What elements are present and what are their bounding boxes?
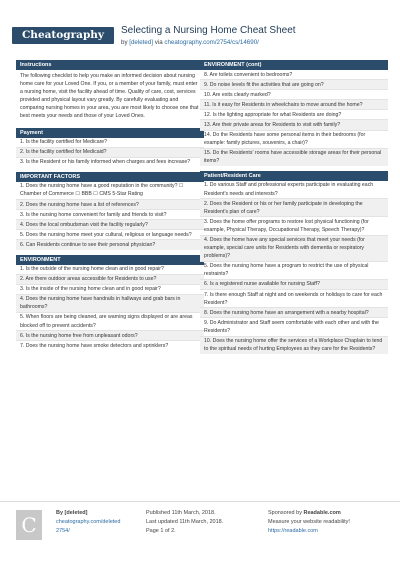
list-item: 2. Does the Resident or his or her family participate in developing the Resident's plan of care? [200,199,388,217]
footer-profile-link[interactable]: cheatography.com/deleted [56,519,121,526]
section-heading: Patient/Resident Care [200,171,388,181]
left-column [16,60,204,355]
section-heading: IMPORTANT FACTORS [16,172,204,182]
list-item: 1. Does the nursing home have a good reputation in the community? ☐ Chamber of Commerce ☐ BBB ☐ CMS 5-Star Rating [16,182,204,200]
list-item: 3. Is the Resident or his family informed when charges and fees increase? [20,159,191,166]
patient-care-section [200,171,388,354]
list-item: 8. Are toilets convenient to bedrooms? [200,70,388,80]
section-heading: Payment [16,128,204,138]
right-column [200,60,388,359]
list-item: 5. When floors are being cleaned, are warning signs displayed or are areas blocked off to prevent accidents? [16,313,204,331]
author-link[interactable]: [deleted] [129,39,154,46]
avatar [16,510,42,540]
environment-cont-section [200,60,388,166]
section-heading: ENVIRONMENT (cont) [200,60,388,70]
footer-by-label: By [deleted] [56,510,88,516]
list-item: 14. Do the Residents have some personal items in their bedrooms (for example: family pictures, souvenirs, a chair)? [200,131,388,149]
instructions-text: The following checklist to help you make an informed decision about nursing home care for your Loved One. If you, or a member of your family, must enter a nursing home, visit the facility ahead of time. Quality of care, cost, services provided and physical layout vary greatly. By carefully evaluating and comparing nursing homes in your area, you are most likely to choose one that best meets your needs and those of your Loved Ones. [20,73,199,120]
list-item: 9. Do Administrator and Staff seem comfortable with each other and with the Residents? [200,318,388,336]
footer-dates [146,509,223,537]
footer-author [56,509,120,537]
list-item: 15. Do the Residents' rooms have accessible storage areas for their personal items? [200,149,388,166]
cheatography-logo[interactable]: Cheatography [12,27,114,44]
environment-section [16,255,204,351]
footer-profile-link-cont[interactable]: 2754/ [56,528,70,535]
sheet-url-link[interactable]: cheatography.com/2754/cs/14690/ [164,39,259,46]
published-date: Published 11th March, 2018. [146,510,216,516]
list-item: 10. Does the nursing home offer the services of a Workplace Chaplain to tend to the spiritual needs of hurting Employees as they care for the Residents? [200,337,388,354]
list-item: 9. Do noise levels fit the activities that are going on? [200,80,388,90]
list-item: 4. Does the nursing home have handrails in hallways and grab bars in bathrooms? [16,295,204,313]
updated-date: Last updated 11th March, 2018. [146,519,224,526]
sponsor-text: Measure your website readability! [268,519,350,526]
payment-section [16,128,204,167]
important-factors-section [16,172,204,250]
list-item: 7. Does the nursing home have smoke detectors and sprinklers? [20,342,169,349]
list-item: 3. Is the inside of the nursing home clean and in good repair? [16,285,204,295]
byline-prefix: by [121,39,130,46]
list-item: 5. Does the nursing home have a program to restrict the use of physical restraints? [200,262,388,280]
list-item: 13. Are their private areas for Residents to visit with family? [200,120,388,130]
page-title: Selecting a Nursing Home Cheat Sheet [121,25,296,36]
page-number: Page 1 of 2. [146,528,176,535]
list-item: 1. Do various Staff and professional experts participate in evaluating each Resident's needs and interests? [200,181,388,199]
list-item: 10. Are exits clearly marked? [200,90,388,100]
page-header [0,0,400,60]
list-item: 1. Is the facility certified for Medicare? [16,138,204,148]
sponsor-line [268,509,350,518]
section-heading: ENVIRONMENT [16,255,204,265]
list-item: 11. Is it easy for Residents in wheelchairs to move around the home? [200,100,388,110]
avatar-letter: C [21,513,37,537]
list-item: 6. Is the nursing home free from unpleasant odors? [16,331,204,341]
list-item: 7. Is there enough Staff at night and on weekends or holidays to care for each Resident? [200,290,388,308]
list-item: 3. Is the nursing home convenient for family and friends to visit? [16,210,204,220]
section-heading: Instructions [16,60,204,70]
sponsor-prefix: Sponsored by [268,510,304,516]
list-item: 4. Does the local ombudsman visit the facility regularly? [16,220,204,230]
list-item: 8. Does the nursing home have an arrangement with a nearby hospital? [200,308,388,318]
footer-sponsor [268,509,350,537]
sponsor-name: Readable.com [303,510,341,516]
page-footer [0,501,400,566]
byline-via: via [153,39,165,46]
list-item: 6. Is a registered nurse available for nursing Staff? [200,280,388,290]
list-item: 1. Is the outside of the nursing home clean and in good repair? [16,265,204,275]
list-item: 3. Does the home offer programs to restore lost physical functioning (for example, Physical Therapy, Occupational Therapy, Speech Therapy)? [200,217,388,235]
list-item: 2. Does the nursing home have a list of references? [16,200,204,210]
instructions-section [16,60,204,123]
list-item: 12. Is the lighting appropriate for what Residents are doing? [200,110,388,120]
list-item: 5. Does the nursing home meet your cultural, religious or language needs? [16,230,204,240]
byline [121,39,259,46]
sponsor-link[interactable]: https://readable.com [268,528,318,535]
list-item: 2. Is the facility certified for Medicaid? [16,148,204,158]
list-item: 2. Are there outdoor areas accessible for Residents to use? [16,275,204,285]
list-item: 4. Does the home have any special services that meet your needs (for example, special care units for Residents with dementia or respiratory problems)? [200,236,388,262]
list-item: 6. Can Residents continue to see their personal physician? [16,240,204,249]
